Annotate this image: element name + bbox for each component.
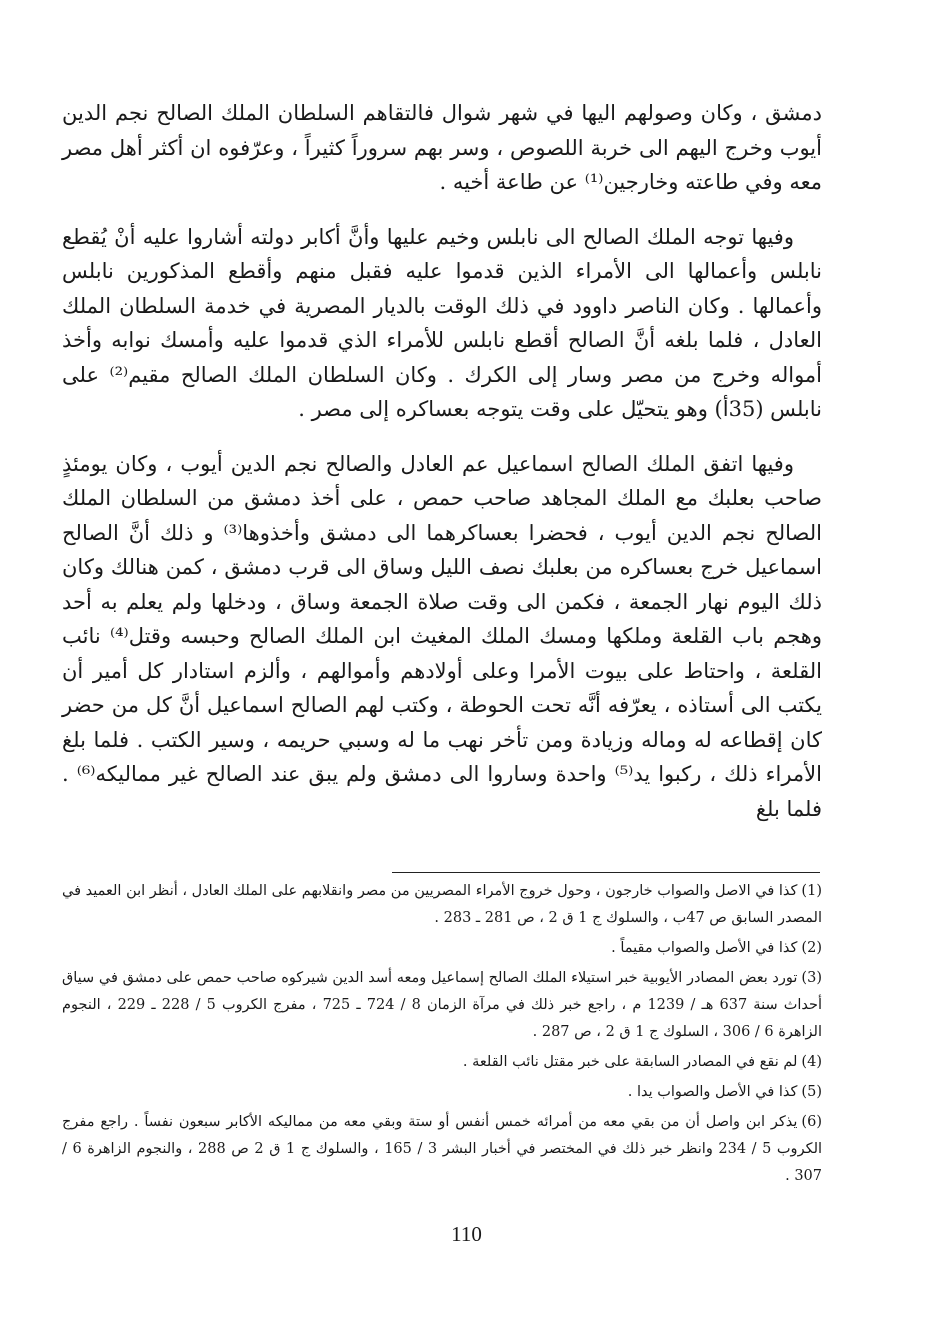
footnote-6 [62, 1109, 822, 1190]
footnote-separator [392, 872, 820, 873]
paragraph-1: دمشق ، وكان وصولهم اليها في شهر شوال فالتقاهم السلطان الملك الصالح نجم الدين أيوب وخرج اليهم الى خربة اللصوص ، وسر بهم سروراً كثيراً ، وعرّفوه ان أكثر أهل مصر معه وفي طاعته وخارجين⁽¹⁾ عن طاعة أخيه . [62, 101, 822, 194]
paragraph-3: وفيها اتفق الملك الصالح اسماعيل عم العادل والصالح نجم الدين أيوب ، وكان يومئذٍ صاحب بعلبك مع الملك المجاهد صاحب حمص ، على أخذ دمشق من السلطان الملك الصالح نجم الدين أيوب ، فحضرا بعساكرهما الى دمشق وأخذوها⁽³⁾ و ذلك أنَّ الصالح اسماعيل خرج بعساكره من بعلبك نصف الليل وساق الى قرب دمشق ، كمن هنالك وكان ذلك اليوم نهار الجمعة ، فكمن الى وقت صلاة الجمعة وساق ، ودخلها ولم يعلم به أحد وهجم باب القلعة وملكها ومسك الملك المغيث ابن الملك الصالح وحبسه وقتل⁽⁴⁾ نائب القلعة ، واحتاط على بيوت الأمرا وعلى أولادهم وأموالهم ، وألزم استادار كل أمير أن يكتب الى أستاذه ، يعرّفه أنَّه تحت الحوطة ، وكتب لهم الصالح اسماعيل أنَّ كل من حضر كان إقطاعه له وماله وزيادة ومن تأخر نهب ما له وسبي حريمه ، وسير الكتب . فلما بلغ الأمراء ذلك ، ركبوا يد⁽⁵⁾ واحدة وساروا الى دمشق ولم يبق عند الصالح غير مماليكه⁽⁶⁾ . فلما بلغ [62, 451, 822, 821]
page-number: 110 [451, 1222, 482, 1246]
footnote-number: (2) [801, 940, 822, 956]
main-text [62, 96, 822, 826]
footnote-text: لم نقع في المصادر السابقة على خبر مقتل نائب القلعة . [462, 1054, 798, 1070]
footnote-number: (4) [801, 1054, 822, 1070]
footnotes [62, 878, 822, 1193]
footnote-text: كذا في الاصل والصواب خارجون ، وحول خروج الأمراء المصريين من مصر وانقلابهم على الملك العادل ، أنظر ابن العميد في المصدر السابق ص 47ب ، والسلوك ج 1 ق 2 ، ص 281 ـ 283 . [62, 883, 822, 926]
footnote-2 [62, 935, 822, 962]
footnote-number: (1) [801, 883, 822, 899]
footnote-number: (3) [801, 970, 822, 986]
footnote-4 [62, 1049, 822, 1076]
footnote-text: كذا في الأصل والصواب يدا . [627, 1084, 798, 1100]
footnote-text: كذا في الأصل والصواب مقيماً . [611, 940, 798, 956]
footnote-3 [62, 965, 822, 1046]
footnote-1 [62, 878, 822, 932]
footnote-text: تورد بعض المصادر الأيوبية خبر استيلاء الملك الصالح إسماعيل ومعه أسد الدين شيركوه صاحب حمص على دمشق في سياق أحداث سنة 637 هـ / 1239 م ، راجع خبر ذلك في مرآة الزمان 8 / 724 ـ 725 ، مفرج الكروب 5 / 228 ـ 229 ، النجوم الزاهرة 6 / 306 ، السلوك ج 1 ق 2 ، ص 287 . [62, 970, 823, 1040]
footnote-number: (5) [801, 1084, 822, 1100]
footnote-number: (6) [801, 1114, 822, 1130]
footnote-5 [62, 1079, 822, 1106]
paragraph-2: وفيها توجه الملك الصالح الى نابلس وخيم عليها وأنَّ أكابر دولته أشاروا عليه أنْ يُقطع نابلس وأعمالها الى الأمراء الذين قدموا عليه فقبل منهم وأقطع المذكورين نابلس وأعمالها . وكان الناصر داوود في ذلك الوقت بالديار المصرية في خدمة السلطان الملك العادل ، فلما بلغه أنَّ الصالح أقطع نابلس للأمراء الذي قدموا عليه وأمسك نوابه وأخذ أمواله وخرج من مصر وسار إلى الكرك . وكان السلطان الملك الصالح مقيم⁽²⁾ على نابلس (35أ) وهو يتحيّل على وقت يتوجه بعساكره إلى مصر . [62, 224, 822, 421]
footnote-text: يذكر ابن واصل أن من بقي معه من أمرائه خمس أنفس أو ستة وبقي معه من مماليكه الأكابر سبعون نفساً . راجع مفرج الكروب 5 / 234 وانظر خبر ذلك في المختصر في أخبار البشر 3 / 165 ، والسلوك ج 1 ق 2 ص 288 ، والنجوم الزاهرة 6 / 307 . [62, 1114, 823, 1184]
